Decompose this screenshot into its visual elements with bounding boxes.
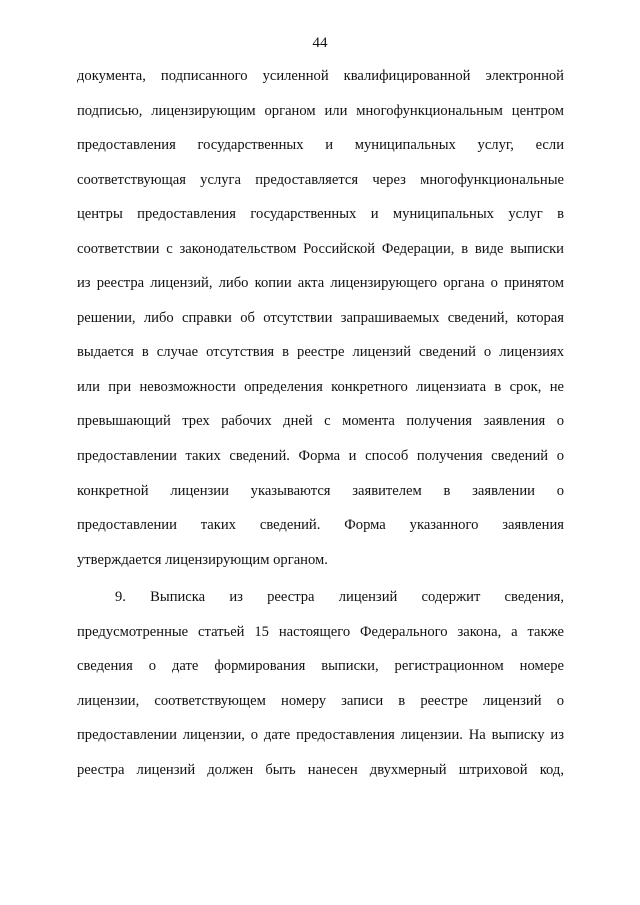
text-line: лицензии, соответствующем номеру записи в реестре лицензий о [77, 692, 564, 709]
text-line: предоставлении лицензии, о дате предоставления лицензии. На выписку из [77, 727, 564, 744]
text-line: документа, подписанного усиленной квалифицированной электронной [77, 68, 564, 84]
text-line: центры предоставления государственных и муниципальных услуг в [77, 206, 564, 223]
document-body [77, 64, 564, 792]
text-line: соответствующая услуга предоставляется через многофункциональные [77, 171, 564, 188]
text-line: предоставлении таких сведений. Форма и способ получения сведений о [77, 448, 564, 465]
text-line: сведения о дате формирования выписки, регистрационном номере [77, 658, 564, 675]
text-line: или при невозможности определения конкретного лицензиата в срок, не [77, 378, 564, 395]
text-line: подписью, лицензирующим органом или многофункциональным центром [77, 102, 564, 119]
text-line: утверждается лицензирующим органом. [77, 551, 328, 568]
text-line: соответствии с законодательством Российской Федерации, в виде выписки [77, 240, 564, 257]
text-line: конкретной лицензии указываются заявителем в заявлении о [77, 482, 564, 499]
text-line: превышающий трех рабочих дней с момента получения заявления о [77, 413, 564, 430]
paragraph-9-start: 9. Выписка из реестра лицензий содержит сведения, [115, 589, 564, 606]
text-line: предоставлении таких сведений. Форма указанного заявления [77, 517, 564, 534]
page-number: 44 [312, 35, 328, 51]
text-line: реестра лицензий должен быть нанесен двухмерный штриховой код, [77, 761, 564, 778]
text-line: выдается в случае отсутствия в реестре лицензий сведений о лицензиях [77, 344, 564, 361]
text-line: из реестра лицензий, либо копии акта лицензирующего органа о принятом [77, 275, 564, 292]
text-line: решении, либо справки об отсутствии запрашиваемых сведений, которая [77, 309, 564, 326]
text-line: предоставления государственных и муниципальных услуг, если [77, 137, 564, 154]
text-line: предусмотренные статьей 15 настоящего Федерального закона, а также [77, 623, 564, 640]
